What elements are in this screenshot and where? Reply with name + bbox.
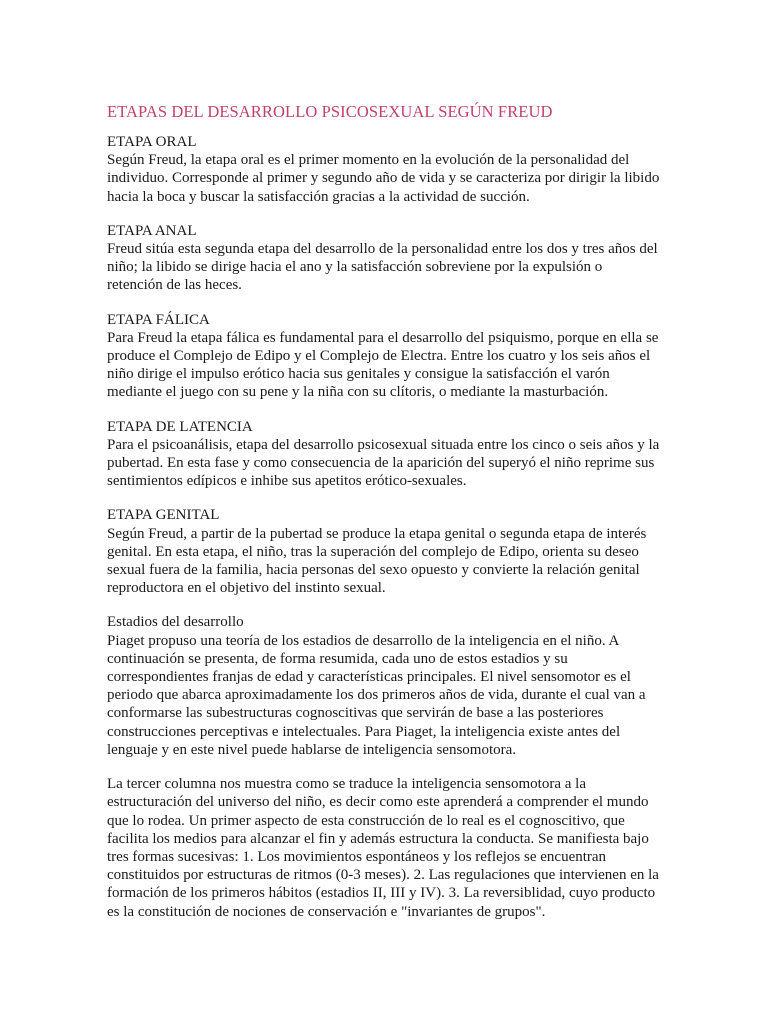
section-heading: ETAPA ORAL <box>107 134 197 150</box>
section-heading: ETAPA GENITAL <box>107 507 220 524</box>
text-line: conformarse las subestructuras cognoscitivas que servirán de base a las posteriores <box>107 705 604 722</box>
text-line: reproductora en el objetivo del instinto sexual. <box>107 580 386 597</box>
text-line: constituidos por estructuras de ritmos (0-3 meses). 2. Las regulaciones que intervienen en la <box>107 867 659 884</box>
document-title: ETAPAS DEL DESARROLLO PSICOSEXUAL SEGÚN FREUD <box>107 102 553 121</box>
section-latencia <box>107 418 667 491</box>
text-line: que lo rodea. Un primer aspecto de esta construcción de lo real es el cognoscitivo, que <box>107 812 625 829</box>
section-body <box>107 525 667 598</box>
text-line: niño; la libido se dirige hacia el ano y la satisfacción sobreviene por la expulsión o <box>107 259 603 276</box>
text-line: tres formas sucesivas: 1. Los movimientos espontáneos y los reflejos se encuentran <box>107 848 607 865</box>
text-line: Para el psicoanálisis, etapa del desarrollo psicosexual situada entre los cinco o seis años y la <box>107 436 660 453</box>
text-line: Para Freud la etapa fálica es fundamental para el desarrollo del psiquismo, porque en ella se <box>107 329 659 346</box>
text-line: Según Freud, a partir de la pubertad se produce la etapa genital o segunda etapa de interés <box>107 525 647 542</box>
section-estadios <box>107 613 667 759</box>
text-line: continuación se presenta, de forma resumida, cada uno de estos estadios y su <box>107 650 568 667</box>
text-line: niño dirige el impulso erótico hacia sus genitales y consigue la satisfacción el varón <box>107 366 610 383</box>
text-line: hacia la boca y buscar la satisfacción gracias a la actividad de succión. <box>107 188 530 205</box>
text-line: La tercer columna nos muestra como se traduce la inteligencia sensomotora a la <box>107 776 586 793</box>
section-body <box>107 151 667 206</box>
text-line: produce el Complejo de Edipo y el Complejo de Electra. Entre los cuatro y los seis años el <box>107 348 651 365</box>
text-line: formación de los primeros hábitos (estadios II, III y IV). 3. La reversiblidad, cuyo producto <box>107 885 656 902</box>
section-heading: ETAPA DE LATENCIA <box>107 418 253 435</box>
text-line: estructuración del universo del niño, es decir como este aprenderá a comprender el mundo <box>107 794 649 811</box>
text-line: genital. En esta etapa, el niño, tras la superación del complejo de Edipo, orienta su deseo <box>107 543 639 560</box>
section-genital <box>107 506 667 597</box>
section-body <box>107 240 667 295</box>
text-line: facilita los medios para alcanzar el fin y además estructura la conducta. Se manifiesta bajo <box>107 830 649 847</box>
section-falica <box>107 311 667 402</box>
section-body <box>107 632 667 759</box>
document-page <box>107 101 667 937</box>
text-line: periodo que abarca aproximadamente los dos primeros años de vida, durante el cual van a <box>107 687 646 704</box>
text-line: correspondientes franjas de edad y características principales. El nivel sensomotor es el <box>107 669 631 686</box>
text-line: es la constitución de nociones de conservación e "invariantes de grupos". <box>107 903 546 920</box>
text-line: individuo. Corresponde al primer y segundo año de vida y se caracteriza por dirigir la libido <box>107 170 660 187</box>
section-tercer-columna <box>107 775 667 921</box>
text-line: lenguaje y en este nivel puede hablarse de inteligencia sensomotora. <box>107 741 517 758</box>
section-heading: Estadios del desarrollo <box>107 614 244 631</box>
text-line: sexual fuera de la familia, hacia personas del sexo opuesto y convierte la relación genital <box>107 562 640 579</box>
text-line: Freud sitúa esta segunda etapa del desarrollo de la personalidad entre los dos y tres años del <box>107 241 658 258</box>
text-line: pubertad. En esta fase y como consecuencia de la aparición del superyó el niño reprime sus <box>107 455 655 472</box>
section-oral <box>107 133 667 206</box>
section-body <box>107 775 667 921</box>
section-heading: ETAPA FÁLICA <box>107 311 210 328</box>
section-anal <box>107 222 667 295</box>
section-body <box>107 436 667 491</box>
text-line: Según Freud, la etapa oral es el primer momento en la evolución de la personalidad del <box>107 152 630 169</box>
text-line: mediante el juego con su pene y la niña con su clítoris, o mediante la masturbación. <box>107 384 609 401</box>
text-line: construcciones perceptivas e intelectuales. Para Piaget, la inteligencia existe antes del <box>107 723 621 740</box>
text-line: retención de las heces. <box>107 277 242 294</box>
text-line: Piaget propuso una teoría de los estadios de desarrollo de la inteligencia en el niño. A <box>107 632 620 649</box>
section-body <box>107 329 667 402</box>
section-heading: ETAPA ANAL <box>107 222 197 239</box>
text-line: sentimientos edípicos e inhibe sus apetitos erótico-sexuales. <box>107 473 467 490</box>
